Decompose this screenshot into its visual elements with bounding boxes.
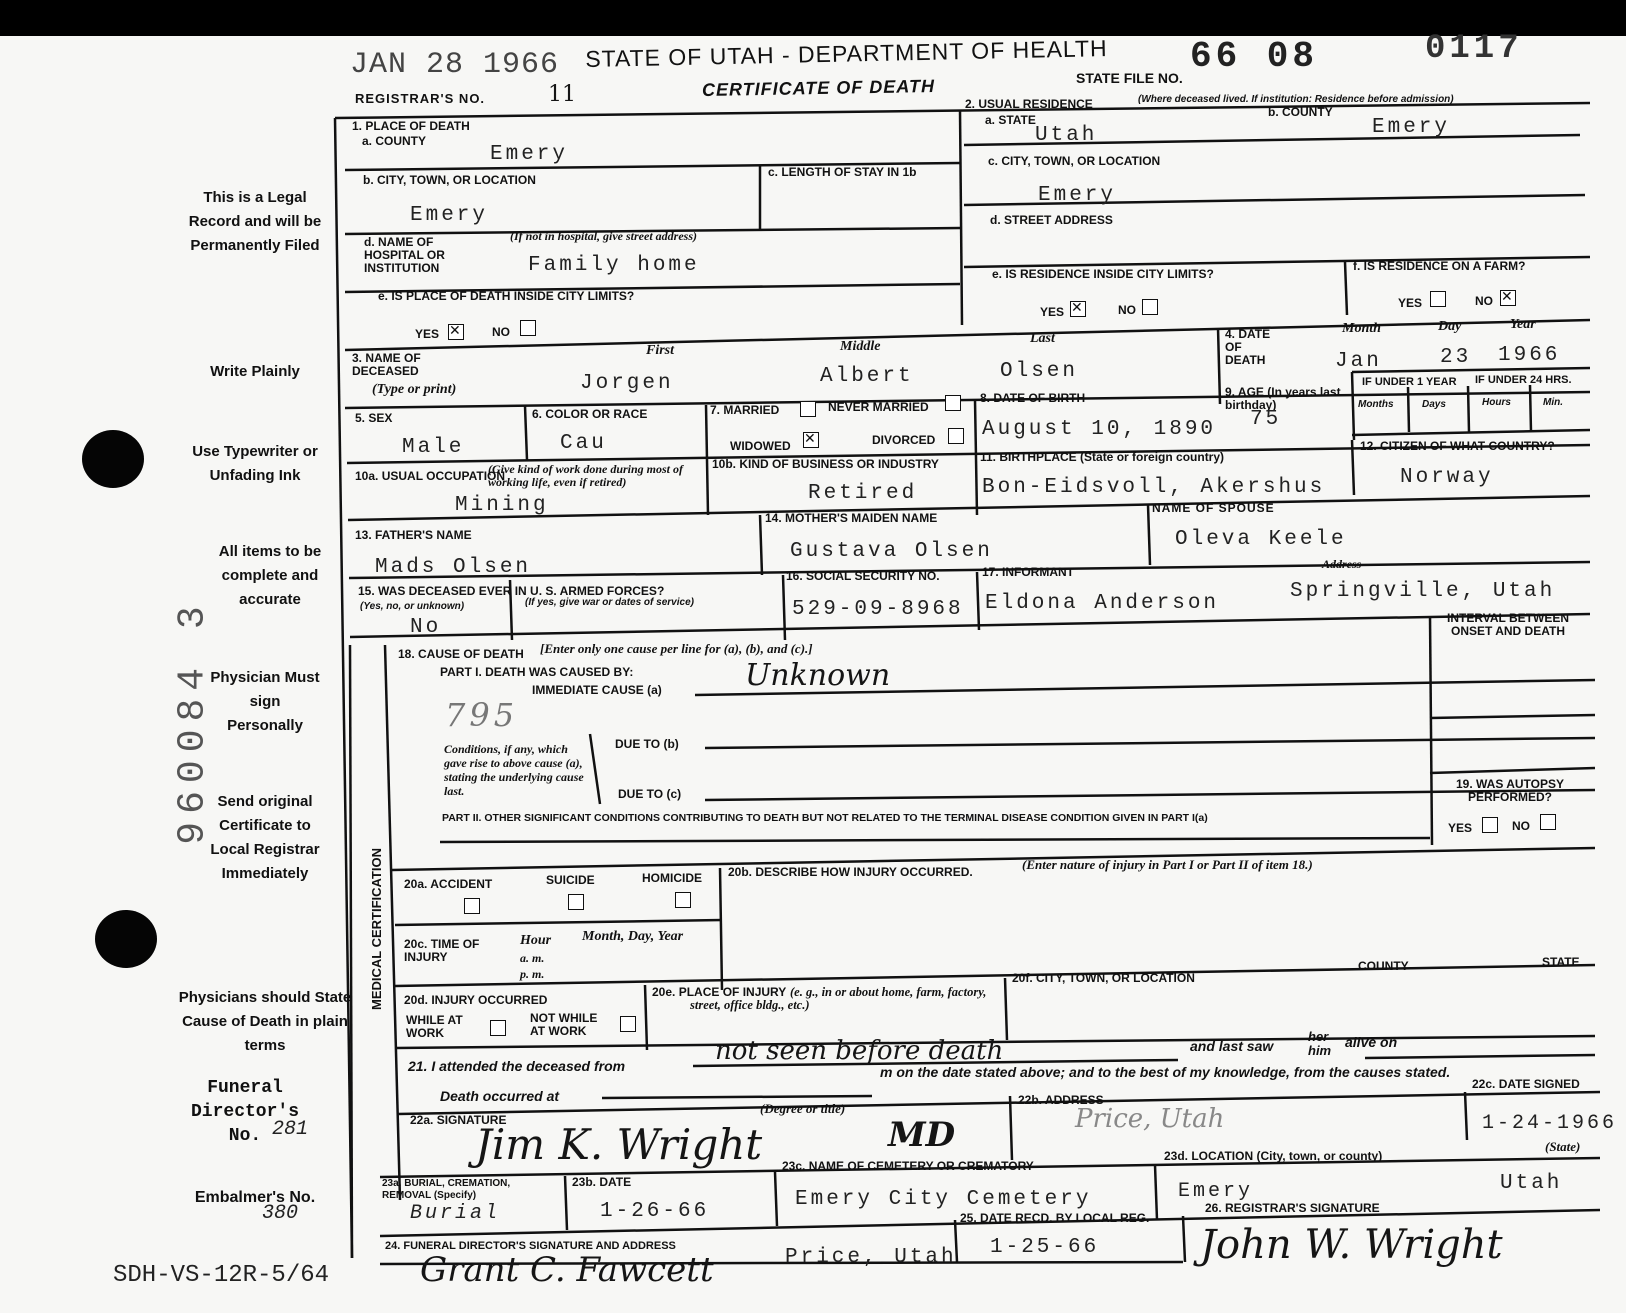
armed-forces-value: No: [410, 616, 442, 639]
date-signed-label: 22c. DATE SIGNED: [1472, 1077, 1580, 1091]
informant-address-value: Springville, Utah: [1290, 580, 1556, 603]
married-checkbox[interactable]: [800, 401, 816, 417]
registrar-signature-label: 26. REGISTRAR'S SIGNATURE: [1205, 1201, 1380, 1215]
date-received-label: 25. DATE RECD. BY LOCAL REG.: [960, 1211, 1150, 1225]
residence-street-label: d. STREET ADDRESS: [990, 213, 1113, 227]
burial-date-value: 1-26-66: [600, 1200, 710, 1223]
funeral-director-signature: Grant C. Fawcett: [420, 1250, 714, 1290]
homicide-label: HOMICIDE: [642, 871, 702, 885]
sex-value: Male: [402, 436, 465, 459]
hospital-value: Family home: [528, 254, 700, 277]
under-1-year-label: IF UNDER 1 YEAR: [1362, 376, 1457, 388]
deceased-name-note: (Type or print): [372, 382, 457, 397]
last-saw-label: and last saw: [1190, 1038, 1274, 1054]
funeral-director-signature-label: 24. FUNERAL DIRECTOR'S SIGNATURE AND ADDRESS: [385, 1240, 676, 1252]
received-stamp-date: JAN 28 1966: [350, 48, 560, 82]
occupation-label: 10a. USUAL OCCUPATION: [355, 469, 506, 483]
interval-label: INTERVAL BETWEEN ONSET AND DEATH: [1446, 611, 1569, 638]
homicide-checkbox[interactable]: [675, 892, 691, 908]
funeral-director-address: Price, Utah: [785, 1246, 957, 1269]
month-day-year-label: Month, Day, Year: [582, 929, 684, 944]
spouse-value: Oleva Keele: [1175, 528, 1347, 551]
date-signed-value: 1-24-1966: [1482, 1112, 1618, 1135]
department-title: STATE OF UTAH - DEPARTMENT OF HEALTH: [585, 35, 1108, 72]
send-original-note: Send original Certificate to Local Registrar Immediately: [210, 793, 320, 882]
certificate-title: CERTIFICATE OF DEATH: [701, 75, 936, 101]
injury-description-note: (Enter nature of injury in Part I or Part II of item 18.): [1022, 857, 1313, 872]
death-limits-no-label: NO: [492, 325, 510, 339]
cause-code: 795: [445, 696, 519, 734]
hour-label: Hour: [520, 933, 552, 948]
widowed-label: WIDOWED: [730, 439, 791, 453]
length-of-stay-label: c. LENGTH OF STAY IN 1b: [768, 165, 917, 179]
him-label: him: [1308, 1043, 1332, 1058]
residence-city-label: c. CITY, TOWN, OR LOCATION: [988, 154, 1161, 168]
occupation-note: (Give kind of work done during most of working life, even if retired): [488, 462, 684, 489]
hours-label: Hours: [1482, 397, 1511, 408]
father-name-value: Mads Olsen: [375, 556, 532, 579]
state-file-number: 66 08: [1190, 36, 1319, 77]
autopsy-yes-label: YES: [1448, 821, 1473, 835]
suicide-checkbox[interactable]: [568, 894, 584, 910]
signature-label: 22a. SIGNATURE: [410, 1113, 507, 1127]
death-city-value: Emery: [410, 204, 489, 227]
divorced-checkbox[interactable]: [948, 428, 964, 444]
registrar-no-value: 11: [548, 82, 576, 107]
time-of-injury-label: 20c. TIME OF INJURY: [404, 937, 480, 964]
burial-state-label: (State): [1545, 1139, 1581, 1154]
while-at-work-label: WHILE AT WORK: [406, 1013, 463, 1040]
attended-value: not seen before death: [715, 1036, 1004, 1066]
injury-occurred-label: 20d. INJURY OCCURRED: [404, 993, 548, 1007]
death-day-value: 23: [1440, 346, 1472, 369]
autopsy-label: 19. WAS AUTOPSY PERFORMED?: [1455, 777, 1565, 804]
residence-limits-no-label: NO: [1118, 303, 1136, 317]
embalmer-number: 380: [262, 1202, 299, 1225]
degree-label: (Degree or title): [760, 1101, 846, 1116]
autopsy-no-label: NO: [1512, 819, 1530, 833]
pm-label: p. m.: [520, 967, 545, 981]
never-married-checkbox[interactable]: [945, 395, 961, 411]
part-one-label: PART I. DEATH WAS CAUSED BY:: [440, 665, 634, 679]
cemetery-value: Emery City Cemetery: [795, 1188, 1092, 1211]
write-plainly-note: Write Plainly: [210, 363, 300, 380]
registrar-signature: John W. Wright: [1200, 1222, 1503, 1268]
citizen-value: Norway: [1400, 466, 1494, 489]
physician-sign-note: Physician Must sign Personally: [210, 669, 320, 734]
days-label: Days: [1422, 399, 1446, 410]
residence-city-value: Emery: [1038, 184, 1117, 207]
immediate-cause-value: Unknown: [745, 658, 891, 693]
accident-checkbox[interactable]: [464, 898, 480, 914]
sex-label: 5. SEX: [355, 411, 393, 425]
burial-location-value: Emery: [1178, 1180, 1254, 1203]
physician-address: Price, Utah: [1075, 1104, 1225, 1134]
informant-value: Eldona Anderson: [985, 592, 1220, 615]
date-received-value: 1-25-66: [990, 1236, 1100, 1259]
residence-note: (Where deceased lived. If institution: Residence before admission): [1138, 94, 1454, 105]
burial-date-label: 23b. DATE: [572, 1175, 632, 1189]
state-file-label: STATE FILE NO.: [1076, 70, 1183, 86]
her-label: her: [1308, 1029, 1329, 1044]
residence-state-value: Utah: [1035, 124, 1098, 147]
race-label: 6. COLOR OR RACE: [532, 407, 648, 421]
typewriter-note: Use Typewriter or Unfading Ink: [192, 443, 318, 484]
immediate-cause-label: IMMEDIATE CAUSE (a): [532, 683, 662, 697]
medical-certification-label: MEDICAL CERTIFICATION: [369, 847, 384, 1010]
death-county-label: a. COUNTY: [362, 134, 427, 148]
under-24-hrs-label: IF UNDER 24 HRS.: [1475, 374, 1572, 386]
attended-label: 21. I attended the deceased from: [408, 1058, 626, 1074]
complete-accurate-note: All items to be complete and accurate: [218, 543, 322, 608]
death-county-value: Emery: [490, 143, 569, 166]
father-name-label: 13. FATHER'S NAME: [355, 528, 472, 542]
cause-of-death-label: 18. CAUSE OF DEATH: [398, 647, 524, 661]
residence-state-label: a. STATE: [985, 113, 1036, 127]
burial-value: Burial: [410, 1202, 501, 1225]
informant-label: 17. INFORMANT: [982, 565, 1075, 579]
physician-degree: MD: [888, 1115, 956, 1155]
race-value: Cau: [560, 432, 607, 455]
citizen-label: 12. CITIZEN OF WHAT COUNTRY?: [1360, 439, 1555, 453]
registrar-no-label: REGISTRAR'S NO.: [355, 91, 486, 106]
informant-address-label: Address: [1322, 557, 1362, 571]
embalmer-label: Embalmer's No.: [194, 1189, 316, 1206]
death-month-value: Jan: [1335, 350, 1382, 373]
vertical-serial-number: 960084 3: [171, 598, 215, 845]
death-inside-limits-label: e. IS PLACE OF DEATH INSIDE CITY LIMITS?: [378, 289, 635, 303]
first-name-label: First: [646, 343, 675, 358]
mother-name-value: Gustava Olsen: [790, 540, 993, 563]
ssn-label: 16. SOCIAL SECURITY NO.: [786, 569, 940, 583]
residence-county-label: b. COUNTY: [1268, 105, 1333, 119]
age-value: 75: [1250, 408, 1282, 431]
farm-yes-checkbox[interactable]: [1430, 291, 1446, 307]
farm-label: f. IS RESIDENCE ON A FARM?: [1353, 259, 1526, 273]
place-of-death-label: 1. PLACE OF DEATH: [352, 119, 470, 133]
alive-on-label: alive on: [1345, 1034, 1398, 1050]
business-label: 10b. KIND OF BUSINESS OR INDUSTRY: [712, 457, 939, 471]
due-to-c-label: DUE TO (c): [618, 787, 682, 801]
farm-no-checkbox[interactable]: [1500, 290, 1516, 306]
widowed-checkbox[interactable]: [803, 432, 819, 448]
injury-description-label: 20b. DESCRIBE HOW INJURY OCCURRED.: [728, 865, 973, 879]
mother-name-label: 14. MOTHER'S MAIDEN NAME: [765, 511, 938, 525]
age-label: 9. AGE (In years last birthday): [1225, 385, 1341, 412]
residence-limits-yes-checkbox[interactable]: [1070, 301, 1086, 317]
injury-city-label: 20f. CITY, TOWN, OR LOCATION: [1012, 971, 1195, 985]
while-at-work-checkbox[interactable]: [490, 1020, 506, 1036]
hospital-note: (If not in hospital, give street address): [510, 229, 698, 243]
birthplace-value: Bon-Eidsvoll, Akershus: [982, 476, 1326, 499]
business-value: Retired: [808, 482, 918, 505]
date-of-birth-value: August 10, 1890: [982, 418, 1217, 441]
death-city-label: b. CITY, TOWN, OR LOCATION: [363, 173, 536, 187]
injury-state-label: STATE: [1542, 955, 1580, 969]
burial-location-label: 23d. LOCATION (City, town, or county): [1164, 1149, 1383, 1163]
legal-record-note: This is a Legal Record and will be Permanently Filed: [188, 189, 322, 254]
death-limits-yes-checkbox[interactable]: [448, 324, 464, 340]
never-married-label: NEVER MARRIED: [828, 400, 929, 414]
physician-address-label: 22b. ADDRESS: [1018, 1093, 1104, 1107]
residence-county-value: Emery: [1372, 116, 1451, 139]
burial-label: 23a. BURIAL, CREMATION, REMOVAL (Specify): [382, 1178, 511, 1201]
cause-of-death-note: [Enter only one cause per line for (a), (b), and (c).]: [540, 641, 813, 656]
hospital-label: d. NAME OF HOSPITAL OR INSTITUTION: [364, 235, 445, 275]
part-two-label: PART II. OTHER SIGNIFICANT CONDITIONS CONTRIBUTING TO DEATH BUT NOT RELATED TO THE TERMINAL DISEASE CONDITION GIVEN IN PART I(a): [442, 812, 1208, 824]
funeral-director-number: 281: [272, 1118, 309, 1141]
conditions-note: Conditions, if any, which gave rise to above cause (a), stating the underlying cause last.: [444, 742, 584, 798]
funeral-director-label: Funeral Director's No.: [190, 1078, 300, 1146]
cause-plain-terms-note: Physicians should State Cause of Death in plain terms: [178, 989, 352, 1054]
state-file-sequence: 0117: [1425, 30, 1523, 68]
burial-location-state: Utah: [1500, 1172, 1563, 1195]
on-date-statement: m on the date stated above; and to the best of my knowledge, from the causes stated.: [880, 1064, 1451, 1080]
physician-signature: Jim K. Wright: [475, 1120, 763, 1169]
death-year-value: 1966: [1498, 344, 1561, 367]
due-to-b-label: DUE TO (b): [615, 737, 679, 751]
day-label: Day: [1438, 319, 1462, 334]
residence-label: 2. USUAL RESIDENCE: [965, 97, 1093, 111]
injury-county-label: COUNTY: [1358, 959, 1409, 973]
divorced-label: DIVORCED: [872, 433, 936, 447]
middle-name-label: Middle: [840, 339, 881, 354]
place-of-injury-note: (e. g., in or about home, farm, factory, street, office bldg., etc.): [690, 985, 987, 1012]
deceased-name-label: 3. NAME OF DECEASED: [352, 351, 421, 378]
min-label: Min.: [1543, 397, 1563, 408]
last-name-value: Olsen: [1000, 360, 1079, 383]
date-of-birth-label: 8. DATE OF BIRTH: [980, 391, 1086, 405]
months-label: Months: [1358, 399, 1394, 410]
form-code: SDH-VS-12R-5/64: [113, 1262, 330, 1289]
autopsy-no-checkbox[interactable]: [1540, 814, 1556, 830]
month-label: Month: [1342, 321, 1381, 336]
armed-forces-label: 15. WAS DECEASED EVER IN U. S. ARMED FORCES?: [358, 584, 665, 598]
farm-no-label: NO: [1475, 294, 1493, 308]
ssn-value: 529-09-8968: [792, 598, 964, 621]
place-of-injury-label: 20e. PLACE OF INJURY: [652, 985, 787, 999]
suicide-label: SUICIDE: [546, 873, 595, 887]
armed-forces-note-2: (If yes, give war or dates of service): [525, 597, 694, 608]
am-label: a. m.: [520, 951, 545, 965]
death-occurred-label: Death occurred at: [440, 1088, 560, 1104]
birthplace-label: 11. BIRTHPLACE (State or foreign country): [980, 450, 1225, 464]
accident-label: 20a. ACCIDENT: [404, 877, 493, 891]
year-label: Year: [1510, 317, 1536, 332]
death-limits-no-checkbox[interactable]: [520, 320, 536, 336]
occupation-value: Mining: [455, 494, 549, 517]
cemetery-label: 23c. NAME OF CEMETERY OR CREMATORY: [782, 1159, 1034, 1173]
farm-yes-label: YES: [1398, 296, 1423, 310]
date-of-death-label: 4. DATE OF DEATH: [1225, 327, 1271, 367]
married-label: 7. MARRIED: [710, 403, 780, 417]
residence-inside-limits-label: e. IS RESIDENCE INSIDE CITY LIMITS?: [992, 267, 1214, 281]
death-limits-yes-label: YES: [415, 327, 440, 341]
spouse-label: NAME OF SPOUSE: [1152, 501, 1275, 515]
first-name-value: Jorgen: [580, 372, 674, 395]
last-name-label: Last: [1030, 331, 1055, 346]
not-while-at-work-label: NOT WHILE AT WORK: [530, 1011, 598, 1038]
residence-limits-no-checkbox[interactable]: [1142, 299, 1158, 315]
middle-name-value: Albert: [820, 365, 914, 388]
autopsy-yes-checkbox[interactable]: [1482, 817, 1498, 833]
not-while-at-work-checkbox[interactable]: [620, 1016, 636, 1032]
residence-limits-yes-label: YES: [1040, 305, 1065, 319]
armed-forces-note-1: (Yes, no, or unknown): [360, 601, 465, 612]
